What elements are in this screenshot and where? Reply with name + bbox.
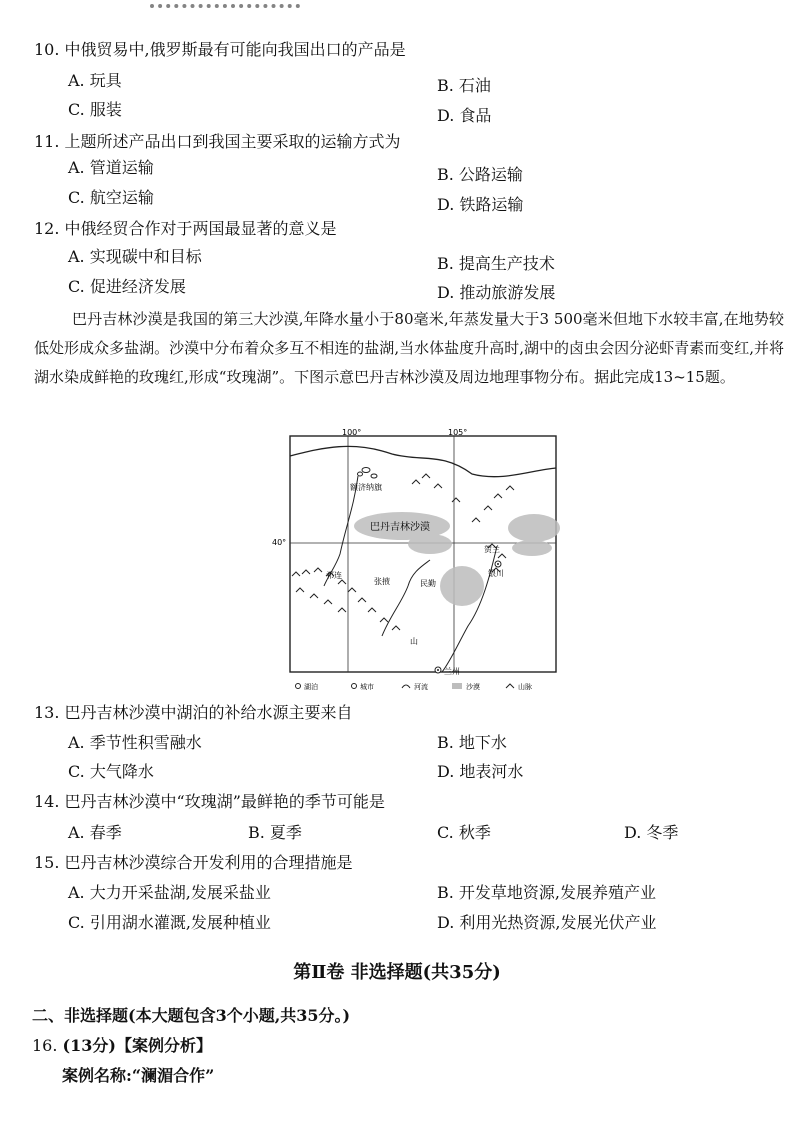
question-score: (13分)【案例分析】 — [62, 1036, 212, 1055]
map-legend — [296, 682, 533, 691]
label-lanzhou: 兰州 — [444, 667, 460, 676]
option-b: B. 开发草地资源,发展养殖产业 — [437, 883, 657, 902]
question-number: 12. — [34, 219, 60, 238]
question-11 — [34, 132, 401, 152]
option-b: B. 石油 — [437, 76, 491, 95]
question-number: 10. — [34, 40, 60, 59]
option-d: D. 地表河水 — [437, 762, 524, 781]
label-helan: 贺兰 — [484, 545, 500, 554]
lon-label-105: 105° — [448, 428, 468, 437]
section-title: 第Ⅱ卷 非选择题(共35分) — [293, 962, 501, 983]
question-16 — [32, 1036, 212, 1056]
option-c: C. 航空运输 — [68, 188, 154, 207]
option-d: D. 利用光热资源,发展光伏产业 — [437, 913, 657, 932]
legend-city: 城市 — [360, 683, 374, 691]
question-13 — [34, 703, 353, 723]
option-c: C. 服装 — [68, 100, 122, 119]
label-shan: 山 — [410, 637, 418, 646]
question-stem: 巴丹吉林沙漠中湖泊的补给水源主要来自 — [64, 703, 353, 722]
question-stem: 上题所述产品出口到我国主要采取的运输方式为 — [64, 132, 401, 151]
desert-map — [262, 426, 562, 706]
option-a: A. 实现碳中和目标 — [68, 247, 202, 266]
map-figure — [262, 426, 562, 706]
option-b: B. 夏季 — [248, 823, 302, 842]
part-two-heading: 二、非选择题(本大题包含3个小题,共35分。) — [32, 1006, 351, 1025]
question-stem: 巴丹吉林沙漠中“玫瑰湖”最鲜艳的季节可能是 — [64, 792, 385, 811]
option-a: A. 季节性积雪融水 — [68, 733, 202, 752]
option-b: B. 地下水 — [437, 733, 507, 752]
option-d: D. 冬季 — [624, 823, 679, 842]
option-a: A. 大力开采盐湖,发展采盐业 — [68, 883, 271, 902]
reading-passage: 巴丹吉林沙漠是我国的第三大沙漠,年降水量小于80毫米,年蒸发量大于3 500毫米但地下水较丰富,在地势较低处形成众多盐湖。沙漠中分布着众多互不相连的盐湖,当水体盐度升高时,湖中的卤虫会因分泌虾青素而变红,并将湖水染成鲜艳的玫瑰红,形成“玫瑰湖”。下图示意巴丹吉林沙漠及周边地理事物分布。据此完成13~15题。 — [34, 310, 784, 386]
cropped-top-line — [150, 4, 300, 16]
option-d: D. 食品 — [437, 106, 492, 125]
lat-label-40: 40° — [272, 538, 287, 547]
option-d: D. 铁路运输 — [437, 195, 524, 214]
option-a: A. 管道运输 — [68, 158, 154, 177]
option-b: B. 提高生产技术 — [437, 254, 555, 273]
question-12 — [34, 219, 337, 239]
question-10 — [34, 40, 406, 60]
question-number: 15. — [34, 853, 60, 872]
option-c: C. 引用湖水灌溉,发展种植业 — [68, 913, 271, 932]
option-c: C. 大气降水 — [68, 762, 154, 781]
label-minqin: 民勤 — [420, 579, 436, 588]
label-qilian: 祁连 — [326, 571, 342, 580]
lon-label-100: 100° — [342, 428, 362, 437]
question-15 — [34, 853, 353, 873]
case-name: 案例名称:“澜湄合作” — [62, 1066, 215, 1085]
legend-mountain: 山脉 — [518, 683, 532, 691]
label-zhangye: 张掖 — [374, 577, 390, 586]
label-desert: 巴丹吉林沙漠 — [370, 522, 430, 533]
option-d: D. 推动旅游发展 — [437, 283, 556, 302]
label-yinchuan: 银川 — [488, 569, 504, 578]
question-stem: 中俄经贸合作对于两国最显著的意义是 — [64, 219, 337, 238]
question-number: 16. — [32, 1036, 58, 1055]
option-b: B. 公路运输 — [437, 165, 523, 184]
label-ejina: 额济纳旗 — [350, 483, 382, 492]
option-a: A. 玩具 — [68, 71, 122, 90]
question-14 — [34, 792, 385, 812]
question-stem: 巴丹吉林沙漠综合开发利用的合理措施是 — [64, 853, 353, 872]
question-number: 13. — [34, 703, 60, 722]
option-a: A. 春季 — [68, 823, 122, 842]
option-c: C. 促进经济发展 — [68, 277, 186, 296]
question-number: 14. — [34, 792, 60, 811]
legend-river: 河流 — [414, 683, 428, 691]
question-number: 11. — [34, 132, 60, 151]
legend-desert: 沙漠 — [466, 683, 480, 691]
question-stem: 中俄贸易中,俄罗斯最有可能向我国出口的产品是 — [64, 40, 406, 59]
option-c: C. 秋季 — [437, 823, 491, 842]
legend-lake: 湖泊 — [304, 683, 318, 691]
